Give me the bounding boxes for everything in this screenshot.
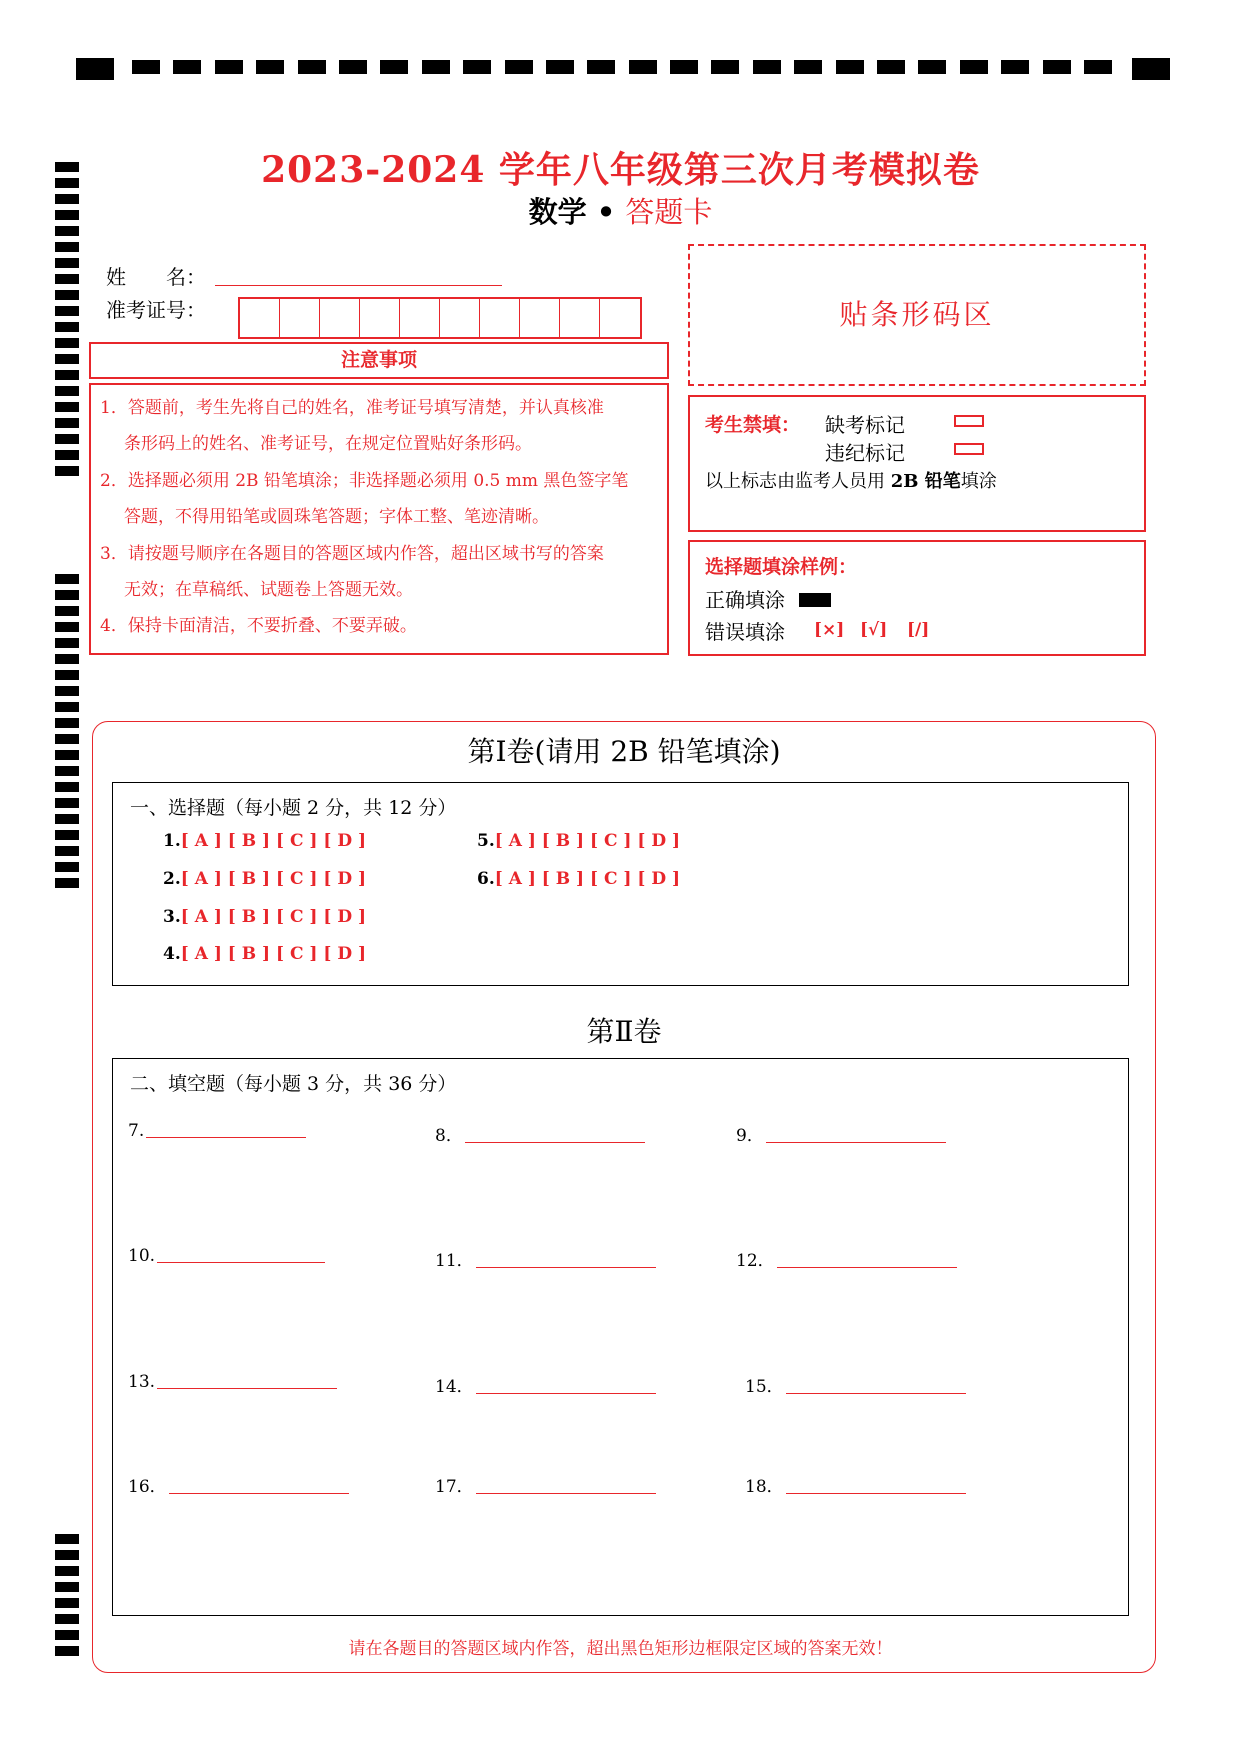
- mc-question[interactable]: 5.[ A ] [ B ] [ C ] [ D ]: [477, 831, 681, 851]
- timing-mark: [339, 60, 367, 74]
- fill-sample-box: [688, 540, 1146, 656]
- timing-mark: [753, 60, 781, 74]
- fill-blank[interactable]: 12．: [736, 1246, 957, 1271]
- id-digit-box[interactable]: [440, 299, 480, 337]
- notice-line: 1．答题前，考生先将自己的姓名，准考证号填写清楚，并认真核准: [100, 398, 604, 418]
- fill-blank[interactable]: 9．: [736, 1121, 946, 1146]
- id-digit-box[interactable]: [240, 299, 280, 337]
- fill-blank[interactable]: 16．: [128, 1472, 349, 1497]
- timing-mark: [960, 60, 988, 74]
- wrong-example: [/]: [907, 620, 930, 640]
- fill-blank[interactable]: 7.: [128, 1121, 306, 1141]
- exam-id-boxes[interactable]: [238, 297, 642, 339]
- notice-line: 4．保持卡面清洁，不要折叠、不要弄破。: [100, 616, 417, 636]
- mc-question[interactable]: 6.[ A ] [ B ] [ C ] [ D ]: [477, 869, 681, 889]
- absent-mark-box[interactable]: [954, 415, 984, 427]
- subtitle-dot: •: [596, 195, 616, 229]
- id-digit-box[interactable]: [360, 299, 400, 337]
- id-digit-box[interactable]: [520, 299, 560, 337]
- barcode-area: 贴条形码区: [688, 244, 1146, 386]
- fill-blank[interactable]: 18．: [745, 1472, 966, 1497]
- fill-blank[interactable]: 11．: [435, 1246, 656, 1271]
- fill-in-box: [112, 1058, 1129, 1616]
- timing-mark: [877, 60, 905, 74]
- multiple-choice-box: [112, 782, 1129, 986]
- name-field[interactable]: [215, 284, 502, 286]
- timing-mark: [173, 60, 201, 74]
- fill-blank[interactable]: 17．: [435, 1472, 656, 1497]
- mc-question[interactable]: 1.[ A ] [ B ] [ C ] [ D ]: [163, 831, 367, 851]
- id-digit-box[interactable]: [480, 299, 520, 337]
- page-subtitle: [0, 190, 1241, 231]
- forbidden-label: 考生禁填：: [705, 414, 801, 436]
- timing-mark: [76, 58, 114, 80]
- mc-section-title: 一、选择题（每小题 2 分，共 12 分）: [130, 797, 457, 819]
- part2-title: 第Ⅱ卷: [586, 1015, 662, 1048]
- timing-mark: [298, 60, 326, 74]
- forbidden-note: [705, 467, 997, 493]
- timing-mark: [670, 60, 698, 74]
- notice-heading: 注意事项: [89, 342, 669, 379]
- timing-mark: [794, 60, 822, 74]
- id-digit-box[interactable]: [600, 299, 640, 337]
- notice-body: [89, 383, 669, 655]
- answer-sheet-label: 答题卡: [625, 195, 713, 229]
- notice-line: 无效；在草稿纸、试题卷上答题无效。: [124, 580, 413, 600]
- timing-mark: [711, 60, 739, 74]
- timing-mark: [1001, 60, 1029, 74]
- timing-mark: [918, 60, 946, 74]
- correct-fill-label: 正确填涂: [705, 588, 785, 612]
- forbidden-note-prefix: 以上标志由监考人员用: [705, 471, 891, 492]
- timing-mark: [505, 60, 533, 74]
- sample-label: 选择题填涂样例：: [705, 556, 858, 578]
- timing-mark: [215, 60, 243, 74]
- mc-question[interactable]: 2.[ A ] [ B ] [ C ] [ D ]: [163, 869, 367, 889]
- subject-label: 数学: [528, 195, 587, 229]
- mc-question[interactable]: 3.[ A ] [ B ] [ C ] [ D ]: [163, 907, 367, 927]
- timing-mark: [1043, 60, 1071, 74]
- name-label: 姓 名：: [106, 265, 206, 289]
- notice-line: 答题，不得用铅笔或圆珠笔答题；字体工整、笔迹清晰。: [124, 507, 549, 527]
- fill-section-title: 二、填空题（每小题 3 分，共 36 分）: [130, 1073, 457, 1095]
- examiner-only-box: [688, 395, 1146, 532]
- timing-mark: [1132, 58, 1170, 80]
- exam-id-label: 准考证号：: [106, 298, 206, 322]
- wrong-fill-label: 错误填涂: [705, 620, 785, 644]
- violation-mark-box[interactable]: [954, 443, 984, 455]
- timing-mark: [256, 60, 284, 74]
- wrong-example: [×]: [814, 620, 845, 640]
- fill-blank[interactable]: 8．: [435, 1121, 645, 1146]
- top-timing-marks: [76, 58, 1170, 80]
- notice-line: 3．请按题号顺序在各题目的答题区域内作答，超出区域书写的答案: [100, 544, 604, 564]
- timing-mark: [629, 60, 657, 74]
- notice-line: 2．选择题必须用 2B 铅笔填涂；非选择题必须用 0.5 mm 黑色签字笔: [100, 471, 629, 491]
- forbidden-note-suffix: 填涂: [960, 471, 997, 492]
- id-digit-box[interactable]: [320, 299, 360, 337]
- wrong-example: [√]: [860, 620, 888, 640]
- absent-mark-label: 缺考标记: [825, 413, 905, 437]
- fill-blank[interactable]: 14．: [435, 1372, 656, 1397]
- timing-mark: [422, 60, 450, 74]
- id-digit-box[interactable]: [560, 299, 600, 337]
- timing-mark: [380, 60, 408, 74]
- footer-warning: 请在各题目的答题区域内作答，超出黑色矩形边框限定区域的答案无效！: [348, 1639, 893, 1659]
- timing-mark: [587, 60, 615, 74]
- fill-blank[interactable]: 13.: [128, 1372, 337, 1392]
- correct-fill-example: [799, 593, 831, 607]
- timing-mark: [546, 60, 574, 74]
- timing-mark: [1084, 60, 1112, 74]
- violation-mark-label: 违纪标记: [825, 441, 905, 465]
- timing-mark: [463, 60, 491, 74]
- notice-line: 条形码上的姓名、准考证号，在规定位置贴好条形码。: [124, 434, 532, 454]
- forbidden-note-bold: 2B 铅笔: [890, 471, 961, 492]
- mc-question[interactable]: 4.[ A ] [ B ] [ C ] [ D ]: [163, 944, 367, 964]
- timing-mark: [132, 60, 160, 74]
- part1-title: 第Ⅰ卷(请用 2B 铅笔填涂): [467, 735, 781, 768]
- id-digit-box[interactable]: [400, 299, 440, 337]
- fill-blank[interactable]: 10.: [128, 1246, 325, 1266]
- page-title: 2023-2024 学年八年级第三次月考模拟卷: [261, 149, 980, 191]
- id-digit-box[interactable]: [280, 299, 320, 337]
- fill-blank[interactable]: 15．: [745, 1372, 966, 1397]
- timing-mark: [836, 60, 864, 74]
